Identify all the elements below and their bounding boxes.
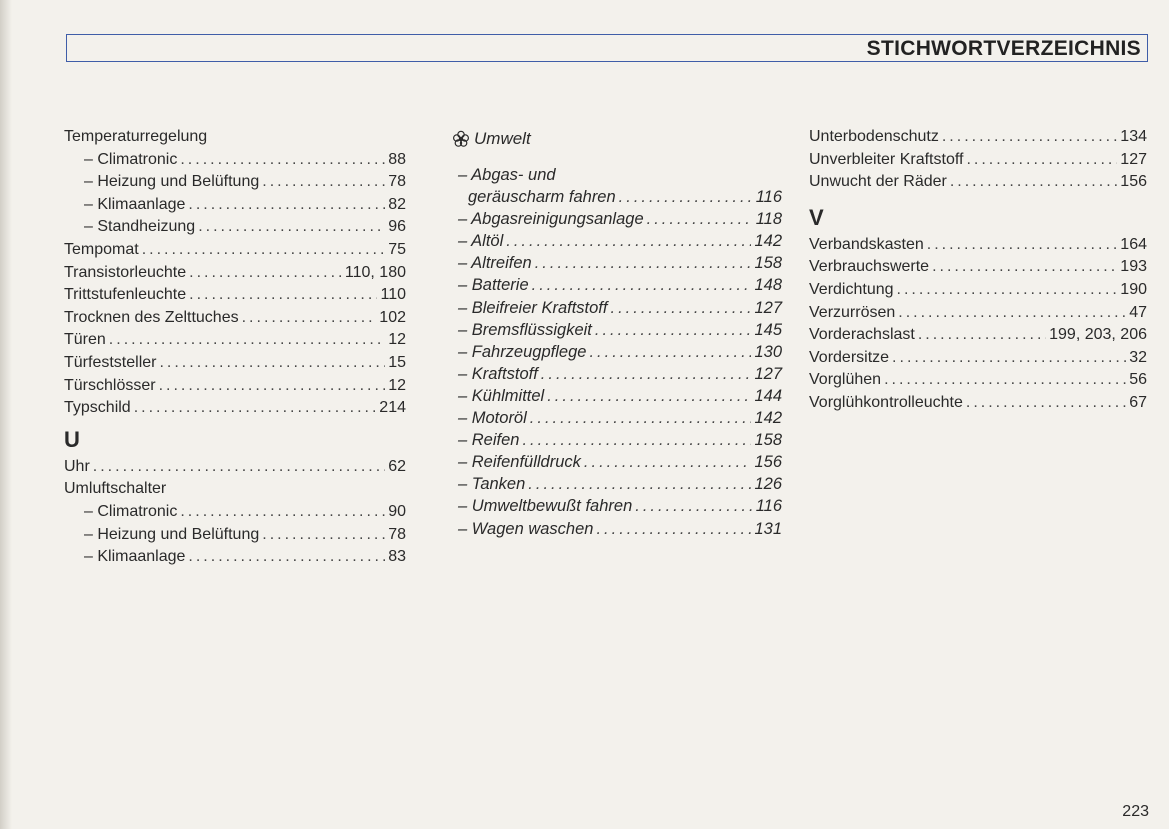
index-term: – Reifen [458, 431, 520, 450]
index-term: – Altöl [458, 232, 504, 251]
index-term: – Reifenfülldruck [458, 453, 581, 472]
dot-leader [159, 375, 386, 398]
dot-leader [942, 126, 1117, 149]
dot-leader [189, 262, 342, 285]
index-entry [809, 369, 1147, 392]
index-term: – Fahrzeugpflege [458, 342, 587, 361]
index-term: – Klimaanlage [84, 195, 186, 213]
dot-leader [180, 149, 385, 172]
index-term: Türfeststeller [64, 353, 157, 371]
dot-leader [262, 171, 385, 194]
index-page: 158 [754, 254, 782, 273]
dot-leader [189, 284, 377, 307]
index-page: 145 [754, 320, 782, 339]
dot-leader [198, 216, 385, 239]
index-page: 199, 203, 206 [1049, 326, 1147, 344]
dot-leader [595, 319, 752, 341]
dot-leader [262, 524, 385, 547]
index-term: – Climatronic [84, 502, 178, 520]
index-entry [452, 518, 782, 540]
index-entry [64, 262, 406, 285]
section-letter-u: U [64, 426, 80, 452]
index-term: Verzurrösen [809, 303, 896, 321]
index-term: – Heizung und Belüftung [84, 525, 260, 543]
index-entry [64, 375, 406, 398]
section-letter-v: V [809, 204, 824, 230]
index-page: 83 [388, 548, 406, 566]
index-entry [64, 524, 406, 547]
index-page: 47 [1129, 303, 1147, 321]
page-title: STICHWORTVERZEICHNIS [866, 37, 1141, 60]
index-term: geräuscharm fahren [468, 188, 616, 207]
index-term: – Altreifen [458, 254, 532, 273]
index-page: 156 [1120, 173, 1147, 191]
index-entry [452, 451, 782, 473]
index-term: – Climatronic [84, 150, 178, 168]
index-term: Verbandskasten [809, 235, 924, 253]
index-page: 148 [754, 276, 782, 295]
index-page: 193 [1120, 258, 1147, 276]
index-term: – Batterie [458, 276, 529, 295]
dot-leader [596, 518, 751, 540]
index-term: – Kühlmittel [458, 386, 545, 405]
index-term: Vorglühkontrolleuchte [809, 393, 963, 411]
index-group-t [64, 126, 406, 420]
index-entry [809, 256, 1147, 279]
header-frame [66, 34, 1148, 62]
index-term: – Abgas- und [458, 166, 556, 184]
index-page: 142 [754, 232, 782, 251]
dot-leader [918, 324, 1046, 347]
index-page: 102 [379, 308, 406, 326]
index-page: 190 [1120, 280, 1147, 298]
index-page: 82 [388, 195, 406, 213]
index-term: Verdichtung [809, 280, 894, 298]
index-entry [452, 230, 782, 252]
index-page: 118 [755, 210, 782, 229]
index-group-u-continued [809, 126, 1147, 194]
index-term: Türen [64, 331, 106, 349]
index-entry [452, 407, 782, 429]
index-page: 110, 180 [344, 263, 406, 281]
index-page: 134 [1120, 128, 1147, 145]
index-entry [809, 126, 1147, 149]
index-term: – Kraftstoff [458, 364, 538, 383]
index-entry [452, 274, 782, 296]
index-term: – Heizung und Belüftung [84, 173, 260, 191]
index-term: Trittstufenleuchte [64, 286, 187, 304]
dot-leader [93, 456, 385, 479]
index-page: 75 [388, 240, 406, 258]
dot-leader [884, 369, 1126, 392]
dot-leader [530, 407, 752, 429]
dot-leader [647, 208, 753, 230]
index-page: 12 [388, 376, 406, 394]
index-page: 142 [754, 409, 782, 428]
dot-leader [927, 234, 1118, 257]
dot-leader [506, 230, 751, 252]
dot-leader [159, 352, 385, 375]
index-term: – Tanken [458, 475, 526, 494]
index-page: 32 [1129, 348, 1147, 366]
dot-leader [950, 171, 1117, 194]
index-column-1 [64, 126, 406, 569]
dot-leader [610, 297, 751, 319]
umwelt-heading [452, 126, 782, 152]
index-entry [64, 239, 406, 262]
dot-leader [635, 495, 752, 517]
index-entry [809, 171, 1147, 194]
page-fold-shadow [0, 0, 12, 829]
dot-leader [589, 341, 751, 363]
index-entry [809, 279, 1147, 302]
index-term: – Umweltbewußt fahren [458, 497, 633, 516]
umwelt-heading-text: Umwelt [474, 129, 531, 148]
index-page: 56 [1129, 371, 1147, 389]
index-term: Vorglühen [809, 371, 882, 389]
flower-icon [452, 130, 470, 148]
index-group-u [64, 456, 406, 569]
dot-leader [522, 429, 751, 451]
index-page: 130 [754, 342, 782, 361]
index-entry [64, 501, 406, 524]
index-entry [452, 385, 782, 407]
index-entry [452, 495, 782, 517]
umwelt-items [452, 208, 782, 539]
index-entry [452, 164, 782, 186]
index-entry [64, 478, 406, 501]
index-term: Vordersitze [809, 348, 890, 366]
index-entry [452, 186, 782, 208]
index-entry [64, 171, 406, 194]
index-term: Transistorleuchte [64, 263, 187, 281]
dot-leader [966, 149, 1117, 172]
dot-leader [541, 363, 752, 385]
index-group-v [809, 234, 1147, 415]
index-term: Trocknen des Zelttuches [64, 308, 239, 326]
index-term: – Bremsflüssigkeit [458, 320, 592, 339]
index-entry [452, 252, 782, 274]
index-term: – Wagen waschen [458, 519, 594, 538]
index-page: 88 [388, 150, 406, 168]
index-column-3 [809, 126, 1147, 415]
index-column-2 [452, 126, 782, 540]
dot-leader [584, 451, 752, 473]
index-page: 127 [754, 298, 782, 317]
dot-leader [535, 252, 752, 274]
index-page: 67 [1129, 393, 1147, 411]
index-term: Türschlösser [64, 376, 156, 394]
index-term: Umluftschalter [64, 480, 167, 498]
index-page: 116 [755, 497, 782, 516]
index-page: 78 [388, 525, 406, 543]
index-page: 90 [388, 502, 406, 520]
index-term: Tempomat [64, 240, 139, 258]
dot-leader [932, 256, 1117, 279]
index-term: Verbrauchswerte [809, 258, 930, 276]
dot-leader [188, 194, 385, 217]
index-term: – Bleifreier Kraftstoff [458, 298, 608, 317]
index-page: 164 [1120, 235, 1147, 253]
index-term: Unverbleiter Kraftstoff [809, 150, 964, 168]
index-entry [64, 352, 406, 375]
index-page: 96 [388, 218, 406, 236]
index-page: 214 [379, 399, 406, 417]
index-entry [452, 319, 782, 341]
index-entry [64, 284, 406, 307]
dot-leader [897, 279, 1118, 302]
dot-leader [966, 392, 1126, 415]
dot-leader [188, 546, 385, 569]
index-term: – Standheizung [84, 218, 196, 236]
index-entry [452, 208, 782, 230]
index-page: 144 [754, 386, 782, 405]
dot-leader [528, 473, 751, 495]
index-entry [64, 307, 406, 330]
dot-leader [109, 329, 385, 352]
index-entry [64, 546, 406, 569]
index-term: – Abgasreinigungsanlage [458, 210, 644, 229]
index-page: 131 [754, 519, 782, 538]
index-term: – Motoröl [458, 409, 527, 428]
index-term: Uhr [64, 457, 90, 475]
index-term: Typschild [64, 399, 131, 417]
dot-leader [898, 302, 1126, 325]
index-entry [809, 347, 1147, 370]
index-term: Unwucht der Räder [809, 173, 947, 191]
dot-leader [142, 239, 386, 262]
index-entry [452, 363, 782, 385]
dot-leader [619, 186, 753, 208]
index-entry [64, 456, 406, 479]
dot-leader [532, 274, 752, 296]
index-page: 15 [388, 353, 406, 371]
index-entry [64, 194, 406, 217]
dot-leader [134, 397, 377, 420]
index-page: 110 [380, 286, 406, 304]
index-entry [64, 149, 406, 172]
index-entry [64, 216, 406, 239]
index-page: 62 [388, 457, 406, 475]
index-entry [452, 429, 782, 451]
index-entry [64, 329, 406, 352]
index-entry [809, 302, 1147, 325]
index-page: 127 [754, 364, 782, 383]
dot-leader [892, 347, 1126, 370]
index-page: 78 [388, 173, 406, 191]
index-entry [452, 297, 782, 319]
index-page: 12 [388, 331, 406, 349]
index-entry [64, 126, 406, 149]
index-entry [809, 149, 1147, 172]
index-page: 158 [754, 431, 782, 450]
index-term: Temperaturregelung [64, 128, 208, 145]
index-page: 116 [755, 188, 782, 207]
index-page: 126 [754, 475, 782, 494]
index-entry [64, 397, 406, 420]
index-page: 127 [1120, 150, 1147, 168]
index-entry [809, 392, 1147, 415]
index-term: – Klimaanlage [84, 548, 186, 566]
index-entry [452, 473, 782, 495]
page-number: 223 [1122, 803, 1149, 820]
index-page: 156 [754, 453, 782, 472]
dot-leader [180, 501, 385, 524]
dot-leader [242, 307, 377, 330]
index-entry [452, 341, 782, 363]
index-entry [809, 234, 1147, 257]
index-term: Vorderachslast [809, 326, 915, 344]
dot-leader [547, 385, 751, 407]
index-entry [809, 324, 1147, 347]
index-term: Unterbodenschutz [809, 128, 939, 145]
